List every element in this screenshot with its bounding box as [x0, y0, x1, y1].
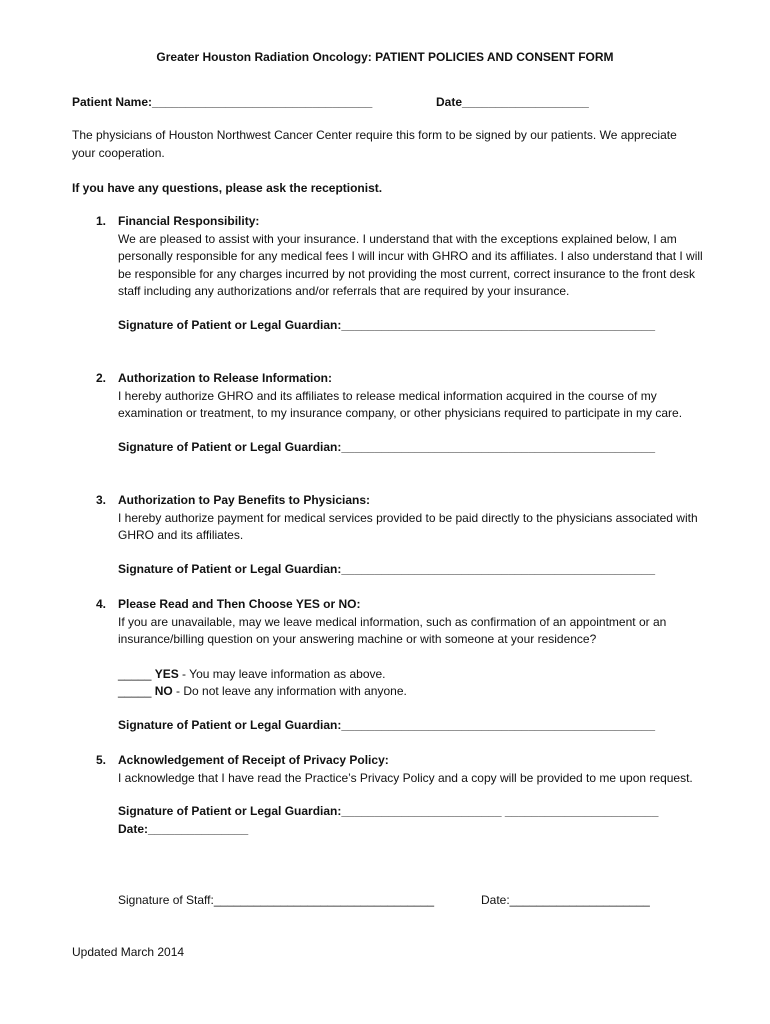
yes-text: - You may leave information as above.: [178, 666, 386, 681]
section-authorization-pay: [96, 492, 706, 578]
section-text: I hereby authorize GHRO and its affiliates to release medical information acquired in the course of my examination or treatment, to my insurance company, or other physicians required to participate in my care.: [118, 388, 683, 420]
signature-line[interactable]: Signature of Patient or Legal Guardian:_______________________________________________: [118, 561, 656, 576]
section-number: 5.: [96, 753, 107, 767]
staff-date-line[interactable]: Date:_____________________: [481, 893, 650, 907]
signature-line[interactable]: Signature of Patient or Legal Guardian:_______________________________________________: [118, 317, 656, 332]
section-text: If you are unavailable, may we leave medical information, such as confirmation of an appointment or an insurance/billing question on your answering machine or with someone at your residence?: [118, 614, 667, 646]
section-number: 4.: [96, 597, 107, 611]
section-text: I acknowledge that I have read the Practice’s Privacy Policy and a copy will be provided to me upon request.: [118, 770, 693, 785]
section-heading: Authorization to Release Information:: [118, 371, 333, 385]
section-number: 1.: [96, 214, 107, 228]
section-financial-responsibility: [96, 213, 706, 334]
intro-text: The physicians of Houston Northwest Cancer Center require this form to be signed by our patients. We appreciate your cooperation.: [72, 128, 677, 160]
section-heading: Acknowledgement of Receipt of Privacy Policy:: [118, 753, 389, 767]
section-number: 2.: [96, 371, 107, 385]
questions-note: If you have any questions, please ask the receptionist.: [72, 181, 383, 195]
section-text: We are pleased to assist with your insurance. I understand that with the exceptions explained below, I am personally responsible for any medical fees I will incur with GHRO and its affiliates. I also understand that I will be responsible for any charges incurred by not providing the most current, correct insurance to the front desk staff including any authorizations and/or referrals that are required by your insurance.: [118, 231, 703, 298]
section-heading: Authorization to Pay Benefits to Physicians:: [118, 493, 371, 507]
section-authorization-release: [96, 370, 706, 456]
date-field[interactable]: Date___________________: [436, 95, 589, 109]
section-heading: Please Read and Then Choose YES or NO:: [118, 597, 361, 611]
staff-signature-line[interactable]: Signature of Staff:_________________________________: [118, 893, 435, 907]
yes-blank[interactable]: _____: [118, 666, 155, 681]
signature-line[interactable]: Signature of Patient or Legal Guardian:________________________ _______________________: [118, 804, 659, 818]
no-text: - Do not leave any information with anyone.: [172, 684, 407, 698]
no-label: NO: [154, 684, 173, 698]
yes-option[interactable]: [118, 666, 706, 684]
section-text: I hereby authorize payment for medical services provided to be paid directly to the physicians associated with GHRO and its affiliates.: [118, 510, 698, 542]
page-title: Greater Houston Radiation Oncology: PATIENT POLICIES AND CONSENT FORM: [156, 50, 614, 64]
no-option[interactable]: [118, 683, 706, 701]
section-yes-no-choice: [96, 596, 706, 734]
date-line[interactable]: Date:_______________: [118, 821, 249, 836]
section-privacy-policy: [96, 752, 706, 838]
section-number: 3.: [96, 493, 107, 507]
signature-line[interactable]: Signature of Patient or Legal Guardian:_______________________________________________: [118, 717, 656, 732]
updated-note: Updated March 2014: [72, 945, 185, 959]
patient-name-field[interactable]: Patient Name:_________________________________: [72, 95, 373, 109]
signature-line[interactable]: Signature of Patient or Legal Guardian:_______________________________________________: [118, 439, 656, 454]
yes-label: YES: [154, 666, 179, 681]
no-blank[interactable]: _____: [118, 684, 155, 698]
section-heading: Financial Responsibility:: [118, 214, 260, 228]
